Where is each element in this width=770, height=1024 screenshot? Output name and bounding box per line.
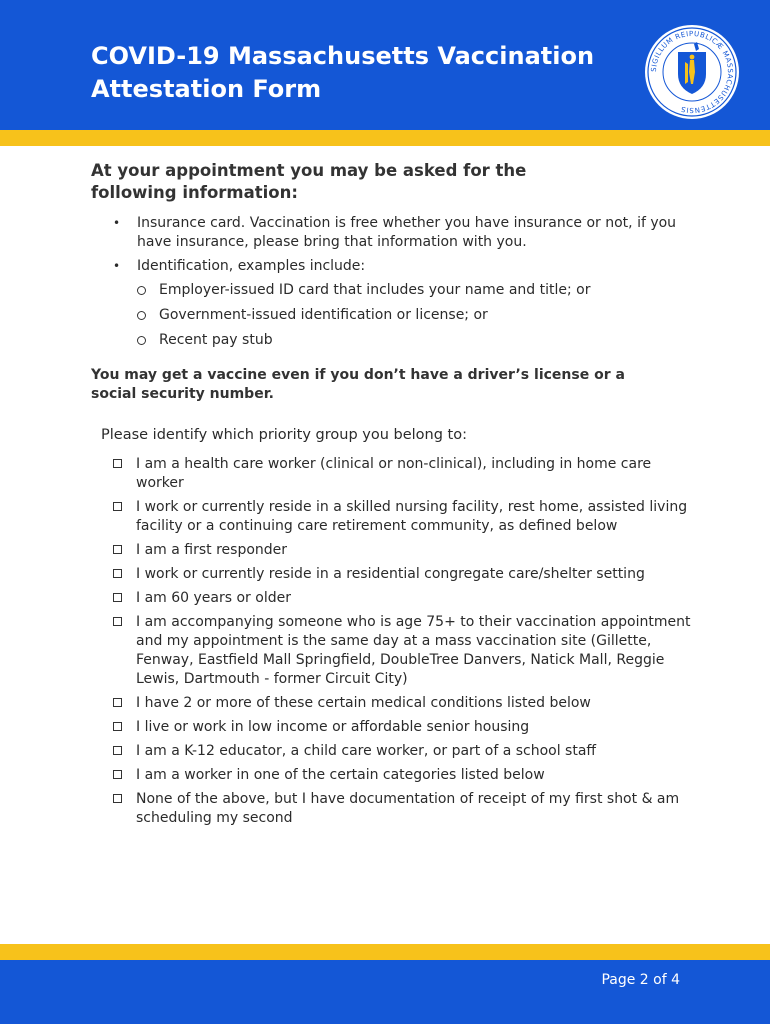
list-item xyxy=(137,281,691,300)
option-label: I live or work in low income or affordable senior housing xyxy=(136,719,530,735)
checkbox[interactable] xyxy=(113,569,122,578)
priority-option xyxy=(91,718,691,737)
circle-bullet-icon xyxy=(137,336,146,345)
list-item-text: Government-issued identification or license; or xyxy=(159,307,488,323)
priority-option xyxy=(91,694,691,713)
priority-option xyxy=(91,766,691,785)
priority-option xyxy=(91,613,691,689)
checkbox[interactable] xyxy=(113,770,122,779)
priority-prompt: Please identify which priority group you belong to: xyxy=(101,427,467,443)
checkbox[interactable] xyxy=(113,617,122,626)
option-label: I am 60 years or older xyxy=(136,590,291,606)
option-label: I am a worker in one of the certain categories listed below xyxy=(136,767,545,783)
checkbox[interactable] xyxy=(113,459,122,468)
appointment-list xyxy=(91,214,691,350)
option-label: I am accompanying someone who is age 75+ to their vaccination appointment and my appointment is the same day at a mass vaccination site (Gillette, Fenway, Eastfield Mall Springfield, DoubleTree Danvers, Natick Mall, Reggie Lewis, Dartmouth - former Circuit City) xyxy=(136,614,691,687)
option-label: I am a health care worker (clinical or non-clinical), including in home care worker xyxy=(136,456,652,491)
footer-banner xyxy=(0,960,770,1024)
checkbox[interactable] xyxy=(113,545,122,554)
option-label: None of the above, but I have documentation of receipt of my first shot & am scheduling my second xyxy=(136,791,680,826)
checkbox[interactable] xyxy=(113,502,122,511)
option-label: I work or currently reside in a skilled nursing facility, rest home, assisted living facility or a continuing care retirement community, as defined below xyxy=(136,499,688,534)
checkbox[interactable] xyxy=(113,722,122,731)
priority-option xyxy=(91,541,691,560)
option-label: I am a K-12 educator, a child care worker, or part of a school staff xyxy=(136,743,597,759)
circle-bullet-icon xyxy=(137,286,146,295)
bullet-icon: • xyxy=(113,216,121,230)
list-item-insurance xyxy=(91,214,691,252)
title-line-2: Attestation Form xyxy=(91,75,322,103)
option-label: I have 2 or more of these certain medical conditions listed below xyxy=(136,695,591,711)
checkbox[interactable] xyxy=(113,593,122,602)
license-note: You may get a vaccine even if you don’t have a driver’s license or a social security number. xyxy=(91,367,625,402)
title-line-1: COVID-19 Massachusetts Vaccination xyxy=(91,42,595,70)
circle-bullet-icon xyxy=(137,311,146,320)
list-item-identification xyxy=(91,257,691,350)
checkbox[interactable] xyxy=(113,698,122,707)
priority-options xyxy=(91,455,691,828)
footer-stripe xyxy=(0,944,770,960)
checkbox[interactable] xyxy=(113,746,122,755)
checkbox[interactable] xyxy=(113,794,122,803)
priority-option xyxy=(91,589,691,608)
massachusetts-seal-icon xyxy=(644,24,740,120)
list-item-text: Recent pay stub xyxy=(159,332,273,348)
id-examples-list xyxy=(137,281,691,350)
option-label: I work or currently reside in a residential congregate care/shelter setting xyxy=(136,566,645,582)
bullet-icon: • xyxy=(113,259,121,273)
priority-option xyxy=(91,790,691,828)
list-item xyxy=(137,331,691,350)
option-label: I am a first responder xyxy=(136,542,288,558)
list-item-text: Identification, examples include: xyxy=(137,258,366,274)
page-number: Page 2 of 4 xyxy=(601,972,680,988)
list-item-text: Employer-issued ID card that includes your name and title; or xyxy=(159,282,591,298)
priority-option xyxy=(91,742,691,761)
priority-option xyxy=(91,565,691,584)
form-content xyxy=(91,160,691,833)
page-title xyxy=(91,40,611,106)
list-item-text: Insurance card. Vaccination is free whether you have insurance or not, if you have insurance, please bring that information with you. xyxy=(137,215,677,250)
header-stripe xyxy=(0,130,770,146)
priority-option xyxy=(91,498,691,536)
priority-option xyxy=(91,455,691,493)
appointment-heading: At your appointment you may be asked for the following information: xyxy=(91,161,527,202)
svg-text:SIGILLUM REIPUBLICÆ MASSACHUSE: SIGILLUM REIPUBLICÆ MASSACHUSETTENSIS xyxy=(649,29,735,115)
list-item xyxy=(137,306,691,325)
